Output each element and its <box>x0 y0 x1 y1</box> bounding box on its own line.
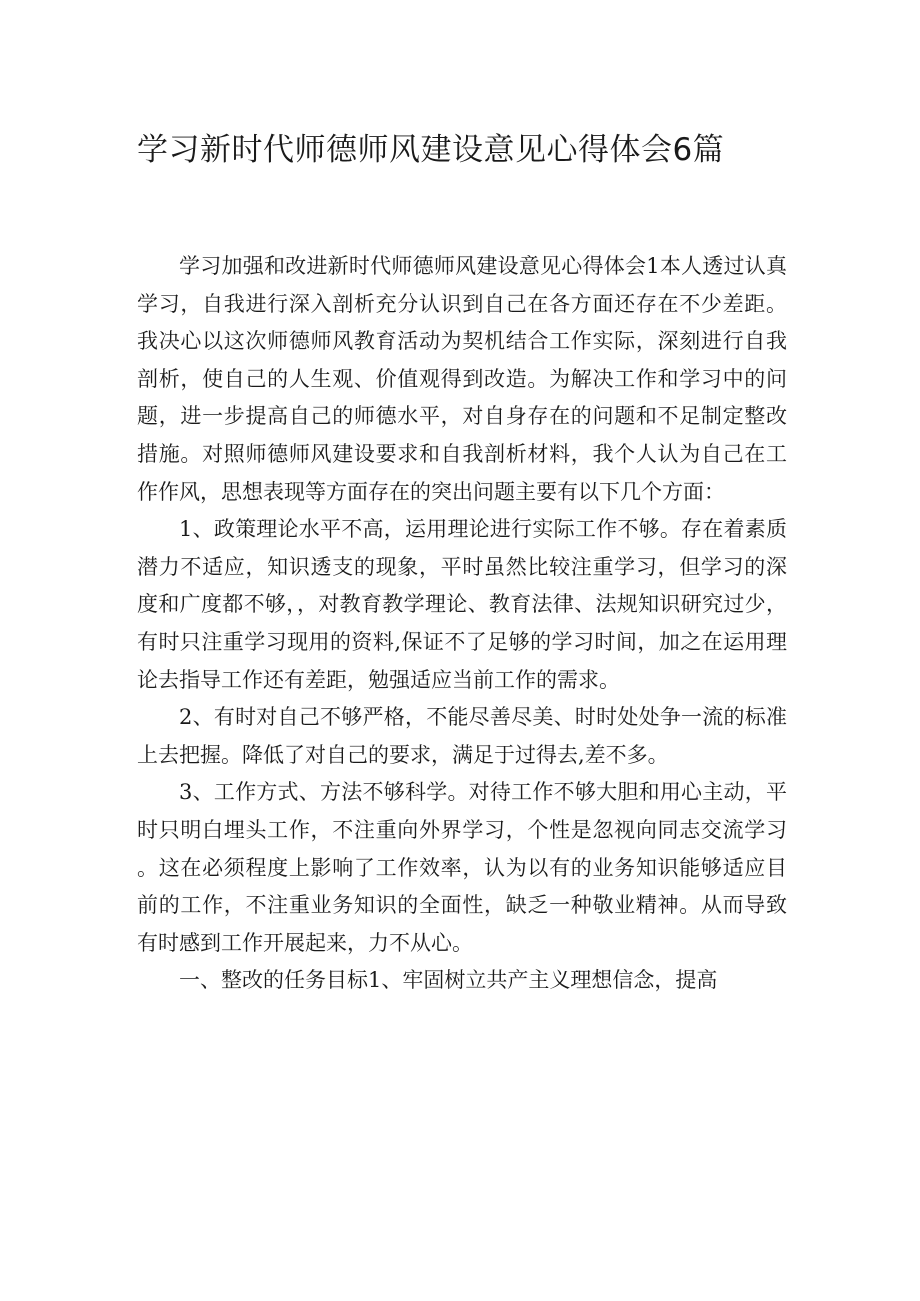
document-title: 学习新时代师德师风建设意见心得体会6篇 <box>137 132 725 168</box>
paragraph-intro: 学习加强和改进新时代师德师风建设意见心得体会1本人透过认真学习，自我进行深入剖析充分认识到自己在各方面还存在不少差距。我决心以这次师德师风教育活动为契机结合工作实际，深刻进行自我剖析，使自己的人生观、价值观得到改造。为解决工作和学习中的问题，进一步提高自己的师德水平，对自身存在的问题和不足制定整改措施。对照师德师风建设要求和自我剖析材料，我个人认为自己在工作作风，思想表现等方面存在的突出问题主要有以下几个方面： <box>137 254 787 504</box>
paragraph-item-3: 3、工作方式、方法不够科学。对待工作不够大胆和用心主动，平时只明白埋头工作，不注重向外界学习，个性是忽视向同志交流学习。这在必须程度上影响了工作效率，认为以有的业务知识能够适应目前的工作，不注重业务知识的全面性，缺乏一种敬业精神。从而导致有时感到工作开展起来，力不从心。 <box>137 780 787 955</box>
paragraph-rectification-goals: 一、整改的任务目标1、牢固树立共产主义理想信念，提高 <box>179 968 718 993</box>
paragraph-item-2: 2、有时对自己不够严格，不能尽善尽美、时时处处争一流的标准上去把握。降低了对自己的要求，满足于过得去,差不多。 <box>137 705 787 767</box>
paragraph-item-1: 1、政策理论水平不高，运用理论进行实际工作不够。存在着素质潜力不适应，知识透支的现象，平时虽然比较注重学习，但学习的深度和广度都不够，，对教育教学理论、教育法律、法规知识研究过少，有时只注重学习现用的资料,保证不了足够的学习时间，加之在运用理论去指导工作还有差距，勉强适应当前工作的需求。 <box>137 517 787 692</box>
document-body <box>137 248 787 1000</box>
